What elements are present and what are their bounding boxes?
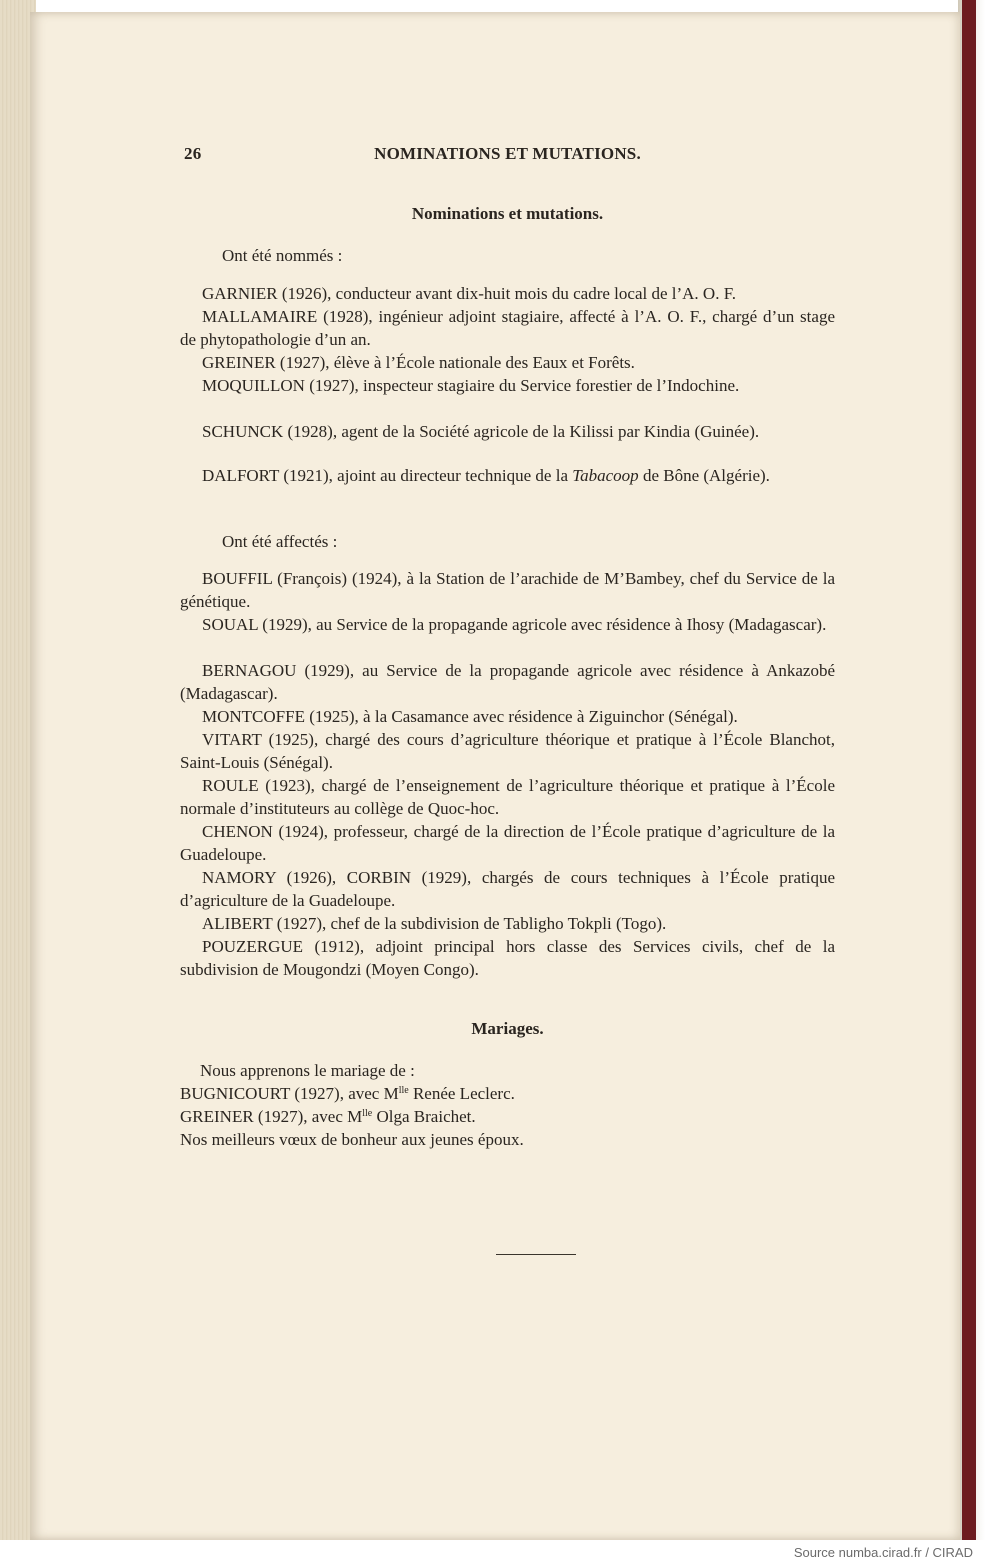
book-page: [30, 12, 960, 1540]
entry-lead: CHENON (1924): [202, 822, 324, 841]
entry-montcoffe: [180, 705, 835, 728]
entry-text: , professeur, chargé de la direction de l’École pratique d’agriculture de la Guadeloupe.: [180, 822, 836, 864]
entry-text: , chef de la subdivision de Tabligho Tokpli (Togo).: [322, 914, 667, 933]
entry-name: MALLAMAIRE: [202, 307, 318, 326]
entry-lead: NAMORY (1926), CORBIN (1929): [202, 868, 467, 887]
entry-text: , ajoint au directeur technique de la: [328, 466, 573, 485]
entry-year: 1921: [289, 466, 323, 485]
source-credit: Source numba.cirad.fr / CIRAD: [793, 1545, 973, 1560]
entry-year: 1928: [328, 307, 363, 326]
entry-bernagou: [180, 659, 835, 705]
entry-moquillon: MOQUILLON (1927), inspecteur stagiaire du Service forestier de l’Indochine.: [202, 376, 740, 395]
entry-text: , au Service de la propagande agricole avec résidence à Ihosy (Madagascar).: [307, 615, 827, 634]
entry-text: , conducteur avant dix-huit mois du cadre local de l’A. O. F.: [327, 284, 737, 303]
entry-bouffil: [180, 567, 835, 613]
entry-lead: BOUFFIL (François) (1924): [202, 569, 398, 588]
entry-text: , à la Casamance avec résidence à Ziguinchor (Sénégal).: [354, 707, 738, 726]
entry-year: 1927: [285, 353, 320, 372]
entry-lead: POUZERGUE (1912): [202, 937, 360, 956]
entry-lead: SOUAL (1929): [202, 615, 308, 634]
entry-lead: ALIBERT (1927): [202, 914, 323, 933]
end-rule: [496, 1254, 576, 1255]
named-intro: Ont été nommés :: [222, 246, 343, 265]
marriage-title-sup: lle: [398, 1085, 409, 1096]
entry-lead: VITART (1925): [202, 730, 314, 749]
entry-schunck: SCHUNCK (1928), agent de la Société agricole de la Kilissi par Kindia (Guinée).: [202, 422, 760, 441]
entry-soual: [180, 613, 835, 636]
entry-text: , à la Station de l’arachide de M’Bambey, chef du Service de la génétique.: [180, 569, 835, 611]
entry-name: DALFORT: [202, 466, 280, 485]
entry-text: , chargé des cours d’agriculture théorique et pratique à l’École Blanchot, Saint-Louis (Sénégal).: [180, 730, 835, 772]
entry-year: 1928: [293, 422, 328, 441]
page-header: [180, 142, 835, 168]
book-cover-edge: [962, 0, 976, 1540]
running-title: NOMINATIONS ET MUTATIONS.: [374, 144, 641, 163]
entry-text: , élève à l’École nationale des Eaux et Forêts.: [325, 353, 635, 372]
entry-name: SCHUNCK: [202, 422, 284, 441]
entry-text: , chargé de l’enseignement de l’agriculture théorique et pratique à l’École normale d’instituteurs au collège de Quoc-hoc.: [180, 776, 835, 818]
entry-vitart: [180, 728, 835, 774]
entry-text-end: de Bône (Algérie).: [638, 466, 770, 485]
marriage-lead: BUGNICOURT (1927), avec M: [180, 1084, 399, 1103]
marriage-greiner: [180, 1105, 835, 1128]
entry-name: GARNIER: [202, 284, 278, 303]
entry-name: GREINER: [202, 353, 276, 372]
closing-wishes: Nos meilleurs vœux de bonheur aux jeunes époux.: [180, 1130, 524, 1149]
entry-chenon: [180, 820, 835, 866]
marriage-rest: Olga Braichet.: [372, 1107, 476, 1126]
marriage-lead: GREINER (1927), avec M: [180, 1107, 363, 1126]
page-number: 26: [184, 144, 202, 163]
entry-year: 1926: [287, 284, 322, 303]
entry-year: 1927: [314, 376, 349, 395]
entry-dalfort: DALFORT (1921), ajoint au directeur technique de la Tabacoop de Bône (Algérie).: [202, 466, 770, 485]
marriage-rest: Renée Leclerc.: [408, 1084, 515, 1103]
entry-lead: MONTCOFFE (1925): [202, 707, 355, 726]
entry-text: , agent de la Société agricole de la Kilissi par Kindia (Guinée).: [332, 422, 760, 441]
entry-text: , au Service de la propagande agricole avec résidence à Ankazobé (Madagascar).: [180, 661, 835, 703]
assigned-intro: Ont été affectés :: [222, 532, 338, 551]
entry-roule: [180, 774, 835, 820]
entry-pouzergue: [180, 935, 835, 981]
marriage-title-sup: lle: [362, 1108, 373, 1119]
entry-greiner: GREINER (1927), élève à l’École nationale des Eaux et Forêts.: [202, 353, 635, 372]
entry-text: , adjoint principal hors classe des Services civils, chef de la subdivision de Mougondzi (Moyen Congo).: [180, 937, 835, 979]
organization-title: Tabacoop: [572, 466, 639, 485]
entry-alibert: [180, 912, 835, 935]
entry-garnier: GARNIER (1926), conducteur avant dix-huit mois du cadre local de l’A. O. F.: [202, 284, 737, 303]
entry-text: , ingénieur adjoint stagiaire, affecté à l’A. O. F., chargé d’un stage de phytopathologie d’un an.: [180, 307, 835, 349]
entry-text: , chargés de cours techniques à l’École pratique d’agriculture de la Guadeloupe.: [180, 868, 836, 910]
entry-namory-corbin: [180, 866, 835, 912]
entry-lead: BERNAGOU (1929): [202, 661, 350, 680]
entry-lead: ROULE (1923): [202, 776, 311, 795]
mariages-intro: Nous apprenons le mariage de :: [200, 1061, 415, 1080]
marriage-bugnicourt: [180, 1082, 835, 1105]
section-title-mariages: Mariages.: [471, 1019, 544, 1038]
entry-text: , inspecteur stagiaire du Service forestier de l’Indochine.: [354, 376, 740, 395]
entry-name: MOQUILLON: [202, 376, 305, 395]
section-title-nominations: Nominations et mutations.: [411, 204, 604, 223]
entry-mallamaire: MALLAMAIRE (1928), ingénieur adjoint stagiaire, affecté à l’A. O. F., chargé d’un stage de phytopathologie d’un an.: [180, 307, 835, 349]
